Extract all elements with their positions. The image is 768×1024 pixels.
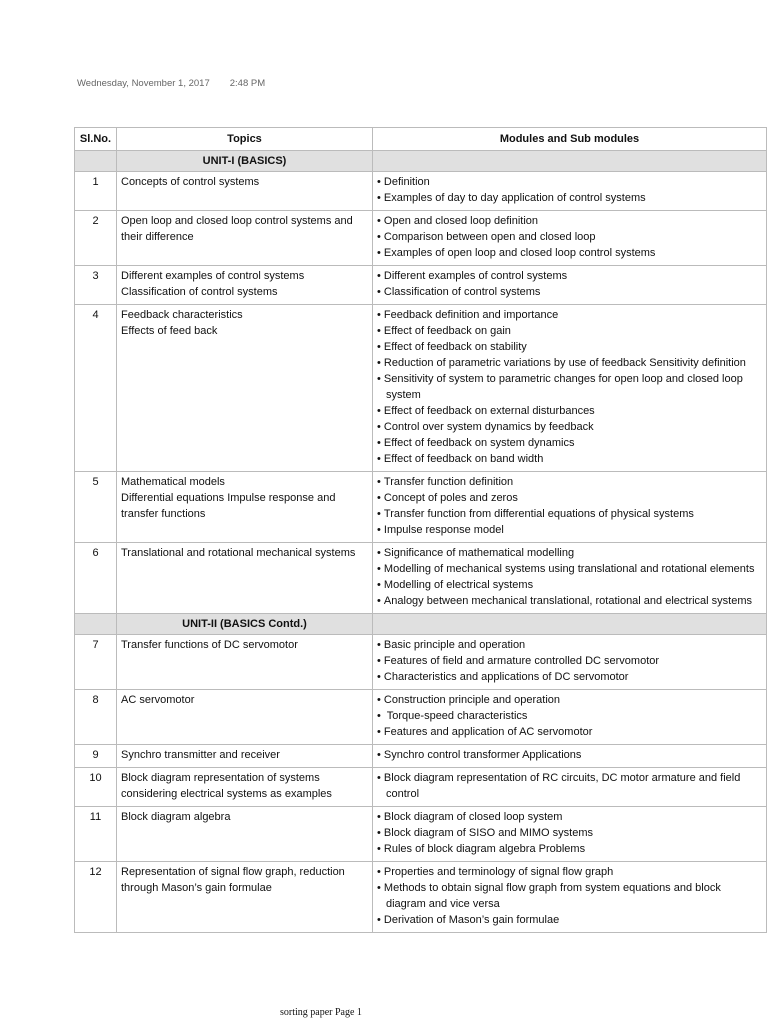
module-item: • Control over system dynamics by feedback — [377, 419, 762, 435]
topics-cell — [117, 472, 373, 543]
module-item: • Synchro control transformer Applications — [377, 747, 762, 763]
header-modules: Modules and Sub modules — [373, 128, 767, 151]
modules-cell — [373, 305, 767, 472]
modules-cell — [373, 543, 767, 614]
modules-cell — [373, 635, 767, 690]
module-item: • Concept of poles and zeros — [377, 490, 762, 506]
row-number: 5 — [75, 472, 117, 543]
module-item: • Effect of feedback on system dynamics — [377, 435, 762, 451]
modules-cell — [373, 862, 767, 933]
table-row — [75, 862, 767, 933]
module-item: • Basic principle and operation — [377, 637, 762, 653]
meta-time: 2:48 PM — [229, 78, 266, 89]
modules-cell — [373, 266, 767, 305]
table-row — [75, 690, 767, 745]
module-item: • Transfer function definition — [377, 474, 762, 490]
module-item: • Features of field and armature controlled DC servomotor — [377, 653, 762, 669]
modules-cell — [373, 172, 767, 211]
module-item: • Significance of mathematical modelling — [377, 545, 762, 561]
topics-cell — [117, 266, 373, 305]
module-item: • Effect of feedback on external disturbances — [377, 403, 762, 419]
module-item: • Classification of control systems — [377, 284, 762, 300]
topic-line: Effects of feed back — [121, 325, 218, 337]
row-number: 2 — [75, 211, 117, 266]
row-number: 1 — [75, 172, 117, 211]
page-meta — [77, 78, 265, 89]
module-item: • Comparison between open and closed loop — [377, 229, 762, 245]
row-number: 11 — [75, 807, 117, 862]
table-body — [75, 151, 767, 933]
module-item: • Reduction of parametric variations by use of feedback Sensitivity definition — [377, 355, 762, 371]
table-row — [75, 807, 767, 862]
modules-cell — [373, 745, 767, 768]
module-item: • Methods to obtain signal flow graph from system equations and block diagram and vice versa — [377, 880, 762, 912]
table-row — [75, 305, 767, 472]
topic-line: Representation of signal flow graph, reduction through Mason’s gain formulae — [121, 866, 345, 894]
topic-line: Open loop and closed loop control systems and their difference — [121, 215, 353, 243]
topics-cell — [117, 635, 373, 690]
topics-cell — [117, 305, 373, 472]
page-footer: sorting paper Page 1 — [280, 1007, 362, 1018]
topic-line: Classification of control systems — [121, 286, 278, 298]
table-row — [75, 745, 767, 768]
row-number: 6 — [75, 543, 117, 614]
unit-header-row — [75, 151, 767, 172]
row-number: 3 — [75, 266, 117, 305]
table-row — [75, 543, 767, 614]
module-item: • Different examples of control systems — [377, 268, 762, 284]
module-item: • Modelling of mechanical systems using translational and rotational elements — [377, 561, 762, 577]
topics-cell — [117, 862, 373, 933]
module-item: • Sensitivity of system to parametric changes for open loop and closed loop system — [377, 371, 762, 403]
topics-cell — [117, 768, 373, 807]
row-number: 8 — [75, 690, 117, 745]
row-number: 10 — [75, 768, 117, 807]
topics-cell — [117, 543, 373, 614]
modules-cell — [373, 768, 767, 807]
module-item: • Transfer function from differential equations of physical systems — [377, 506, 762, 522]
modules-cell — [373, 807, 767, 862]
module-item: • Impulse response model — [377, 522, 762, 538]
unit-blank-cell — [75, 151, 117, 172]
module-item: • Features and application of AC servomotor — [377, 724, 762, 740]
unit-blank-cell — [75, 614, 117, 635]
modules-cell — [373, 211, 767, 266]
row-number: 12 — [75, 862, 117, 933]
modules-cell — [373, 472, 767, 543]
module-item: • Block diagram representation of RC circuits, DC motor armature and field control — [377, 770, 762, 802]
meta-date: Wednesday, November 1, 2017 — [77, 78, 210, 89]
topic-line: Different examples of control systems — [121, 270, 305, 282]
topic-line: Synchro transmitter and receiver — [121, 749, 280, 761]
module-item: • Examples of open loop and closed loop control systems — [377, 245, 762, 261]
table-header-row — [75, 128, 767, 151]
row-number: 4 — [75, 305, 117, 472]
module-item: • Characteristics and applications of DC servomotor — [377, 669, 762, 685]
module-item: • Torque-speed characteristics — [377, 708, 762, 724]
module-item: • Properties and terminology of signal flow graph — [377, 864, 762, 880]
topic-line: AC servomotor — [121, 694, 195, 706]
module-item: • Open and closed loop definition — [377, 213, 762, 229]
topic-line: Differential equations Impulse response and transfer functions — [121, 492, 336, 520]
module-item: • Examples of day to day application of control systems — [377, 190, 762, 206]
module-item: • Effect of feedback on gain — [377, 323, 762, 339]
module-item: • Rules of block diagram algebra Problems — [377, 841, 762, 857]
topics-cell — [117, 211, 373, 266]
modules-cell — [373, 690, 767, 745]
module-item: • Effect of feedback on stability — [377, 339, 762, 355]
topic-line: Translational and rotational mechanical systems — [121, 547, 356, 559]
table-row — [75, 768, 767, 807]
topic-line: Block diagram algebra — [121, 811, 231, 823]
topics-cell — [117, 807, 373, 862]
row-number: 7 — [75, 635, 117, 690]
unit-header-row — [75, 614, 767, 635]
table-row — [75, 472, 767, 543]
module-item: • Block diagram of closed loop system — [377, 809, 762, 825]
module-item: • Derivation of Mason’s gain formulae — [377, 912, 762, 928]
module-item: • Analogy between mechanical translational, rotational and electrical systems — [377, 593, 762, 609]
unit-blank-cell — [373, 614, 767, 635]
table-row — [75, 211, 767, 266]
header-topics: Topics — [117, 128, 373, 151]
module-item: • Feedback definition and importance — [377, 307, 762, 323]
unit-title: UNIT-II (BASICS Contd.) — [117, 614, 373, 635]
module-item: • Construction principle and operation — [377, 692, 762, 708]
table-row — [75, 635, 767, 690]
module-item: • Definition — [377, 174, 762, 190]
topic-line: Feedback characteristics — [121, 309, 243, 321]
table-row — [75, 172, 767, 211]
unit-title: UNIT-I (BASICS) — [117, 151, 373, 172]
row-number: 9 — [75, 745, 117, 768]
syllabus-table — [74, 127, 767, 933]
module-item: • Block diagram of SISO and MIMO systems — [377, 825, 762, 841]
table-row — [75, 266, 767, 305]
topic-line: Concepts of control systems — [121, 176, 260, 188]
topic-line: Transfer functions of DC servomotor — [121, 639, 298, 651]
unit-blank-cell — [373, 151, 767, 172]
module-item: • Modelling of electrical systems — [377, 577, 762, 593]
topics-cell — [117, 690, 373, 745]
module-item: • Effect of feedback on band width — [377, 451, 762, 467]
topic-line: Mathematical models — [121, 476, 225, 488]
topic-line: Block diagram representation of systems considering electrical systems as examples — [121, 772, 332, 800]
topics-cell — [117, 172, 373, 211]
topics-cell — [117, 745, 373, 768]
header-slno: Sl.No. — [75, 128, 117, 151]
